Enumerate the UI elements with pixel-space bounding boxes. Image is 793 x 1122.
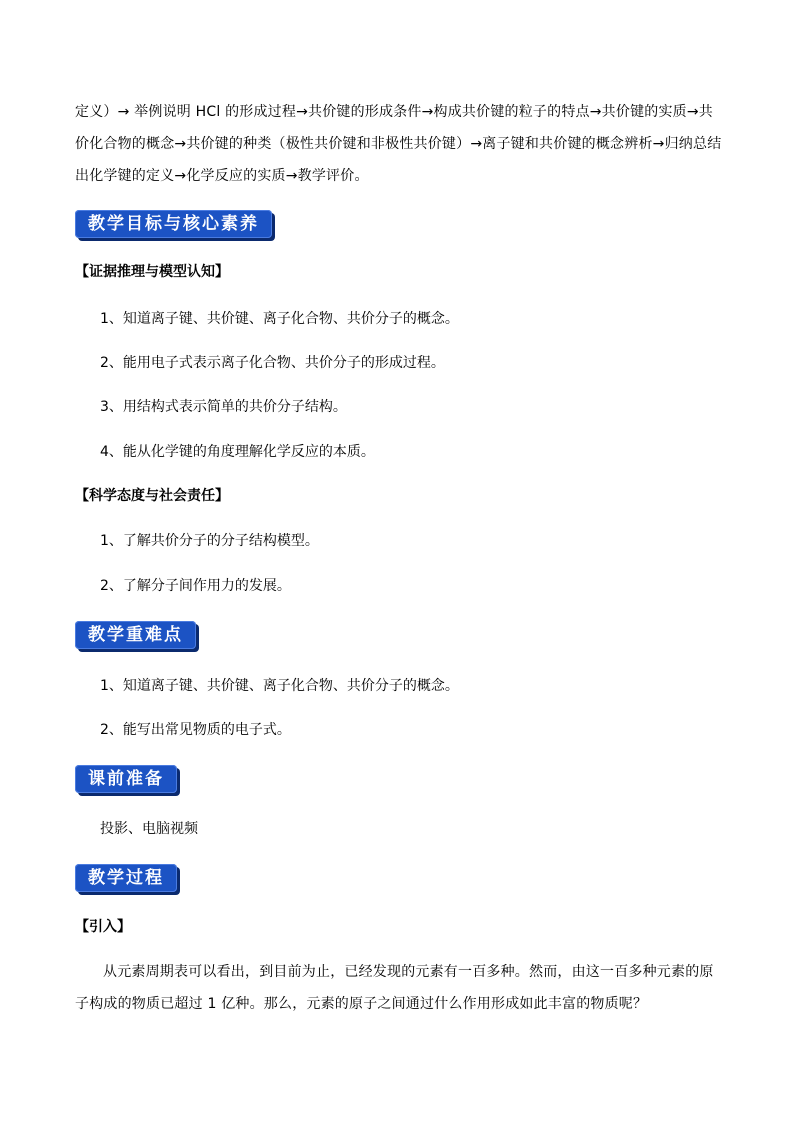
objectives-group1-item-1: 1、知道离子键、共价键、离子化合物、共价分子的概念。 <box>100 311 459 327</box>
objectives-group1-heading: 【证据推理与模型认知】 <box>75 264 229 280</box>
objectives-group2-heading: 【科学态度与社会责任】 <box>75 488 229 504</box>
key-points-item-2: 2、能写出常见物质的电子式。 <box>100 722 291 738</box>
intro-paragraph: 定义）→ 举例说明 HCl 的形成过程→共价键的形成条件→构成共价键的粒子的特点→共价键的实质→共价化合物的概念→共价键的种类（极性共价键和非极性共价键）→离子键和共价键的概念辨析→归纳总结出化学键的定义→化学反应的实质→教学评价。 <box>75 104 722 184</box>
process-section-badge: 教学过程 <box>75 864 177 892</box>
process-intro-paragraph: 从元素周期表可以看出，到目前为止，已经发现的元素有一百多种。然而，由这一百多种元素的原子构成的物质已超过 1 亿种。那么，元素的原子之间通过什么作用形成如此丰富的物质呢？ <box>75 964 714 1012</box>
objectives-group1-item-4: 4、能从化学键的角度理解化学反应的本质。 <box>100 444 375 460</box>
key-points-item-1: 1、知道离子键、共价键、离子化合物、共价分子的概念。 <box>100 678 459 694</box>
key-points-section-badge: 教学重难点 <box>75 621 196 649</box>
preparation-section-badge: 课前准备 <box>75 765 177 793</box>
objectives-group1-item-3: 3、用结构式表示简单的共价分子结构。 <box>100 399 347 415</box>
objectives-group2-item-2: 2、了解分子间作用力的发展。 <box>100 578 291 594</box>
objectives-group1-item-2: 2、能用电子式表示离子化合物、共价分子的形成过程。 <box>100 355 445 371</box>
objectives-group2-item-1: 1、了解共价分子的分子结构模型。 <box>100 533 319 549</box>
process-intro-heading: 【引入】 <box>75 919 131 935</box>
preparation-text: 投影、电脑视频 <box>100 821 198 837</box>
objectives-section-badge: 教学目标与核心素养 <box>75 210 272 238</box>
